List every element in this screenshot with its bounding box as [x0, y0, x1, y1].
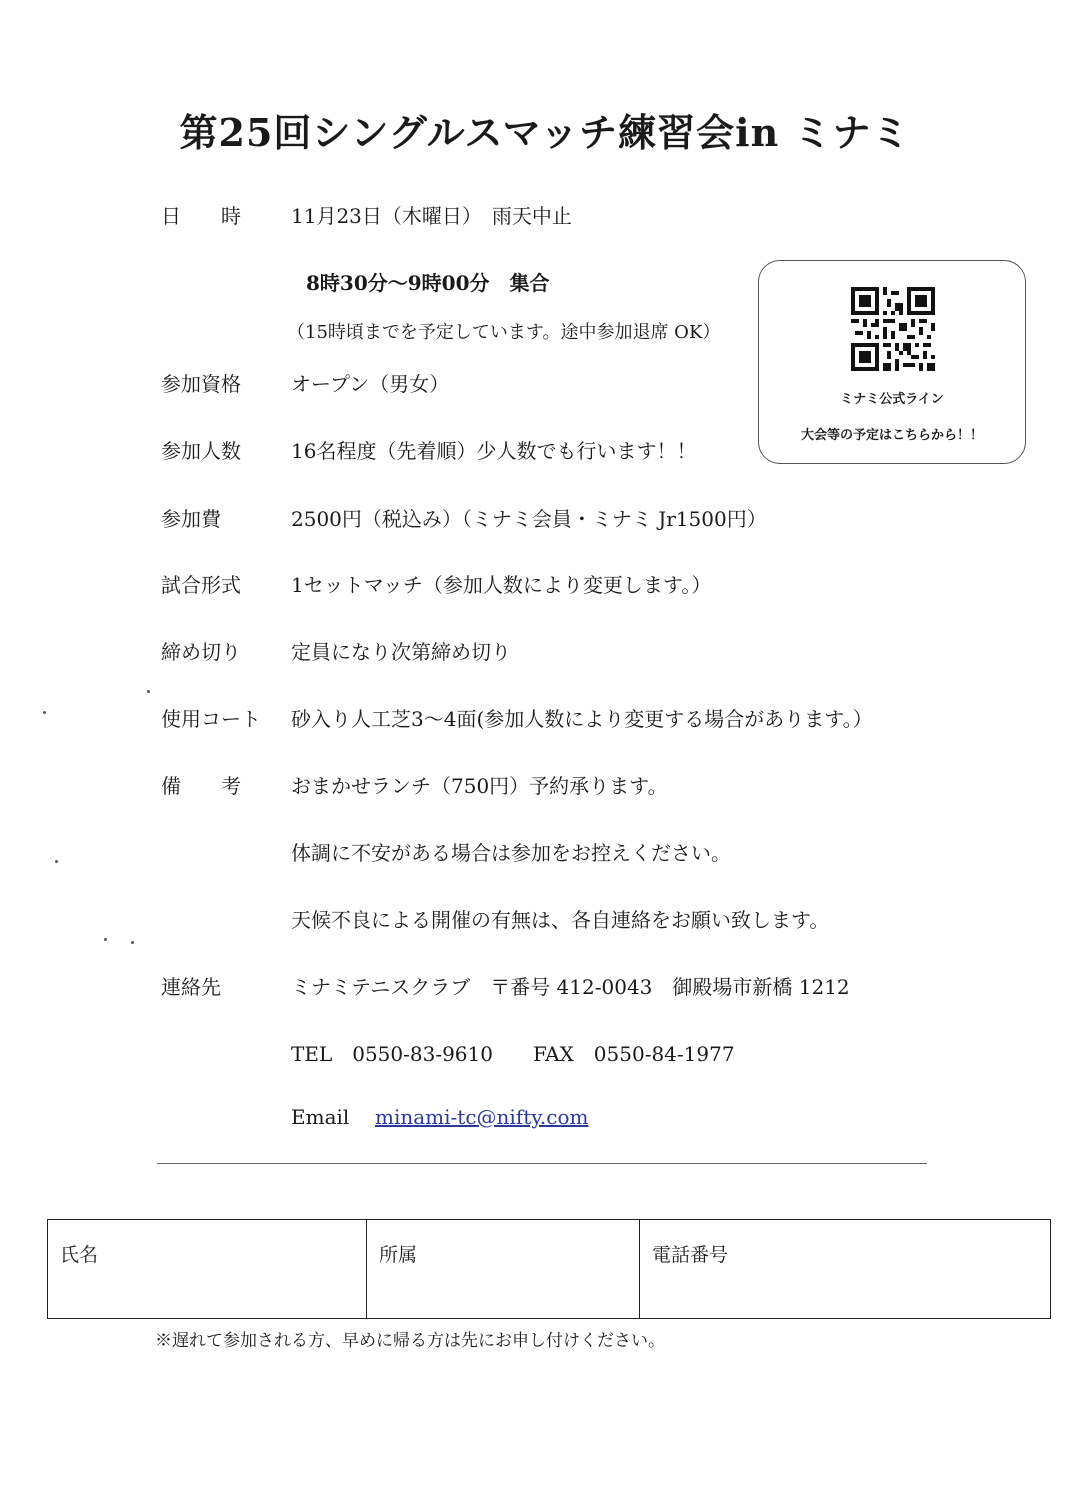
label-fee: 参加費: [161, 507, 221, 531]
footnote: ※遅れて参加される方、早めに帰る方は先にお申し付けください。: [155, 1331, 665, 1351]
name-field-label: 氏名: [60, 1244, 99, 1266]
affiliation-field-label: 所属: [379, 1244, 418, 1266]
value-eligibility: オープン（男女）: [291, 372, 450, 396]
label-eligibility: 参加資格: [161, 372, 241, 396]
label-format: 試合形式: [161, 573, 241, 597]
value-time: 8時30分〜9時00分 集合: [306, 271, 550, 295]
divider-line: [157, 1163, 927, 1164]
email-link[interactable]: minami-tc@nifty.com: [375, 1105, 589, 1129]
value-remarks-weather: 天候不良による開催の有無は、各自連絡をお願い致します。: [291, 908, 830, 932]
value-contact-address: ミナミテニスクラブ 〒番号 412-0043 御殿場市新橋 1212: [291, 975, 850, 999]
affiliation-field[interactable]: [366, 1220, 639, 1318]
value-time-note: （15時頃までを予定しています。途中参加退席 OK）: [287, 322, 721, 343]
qr-caption-line: ミナミ公式ライン: [840, 392, 944, 407]
value-contact-tel-fax: TEL 0550-83-9610 FAX 0550-84-1977: [291, 1042, 735, 1066]
scan-speck: [104, 938, 107, 941]
value-court: 砂入り人工芝3〜4面(参加人数により変更する場合があります。）: [291, 707, 873, 731]
label-deadline: 締め切り: [161, 640, 241, 664]
label-remarks: 備 考: [161, 774, 241, 798]
phone-field[interactable]: [639, 1220, 1050, 1318]
value-deadline: 定員になり次第締め切り: [291, 640, 511, 664]
value-fee: 2500円（税込み）（ミナミ会員・ミナミ Jr1500円）: [291, 507, 767, 531]
page-title: 第25回シングルスマッチ練習会in ミナミ: [179, 110, 911, 155]
scan-speck: [43, 711, 46, 714]
name-field[interactable]: [48, 1220, 366, 1318]
registration-form-table: [47, 1219, 1051, 1319]
scan-speck: [147, 690, 150, 693]
label-participants: 参加人数: [161, 439, 241, 463]
scan-speck: [55, 860, 58, 863]
value-format: 1セットマッチ（参加人数により変更します。）: [291, 573, 712, 597]
value-remarks-lunch: おまかせランチ（750円）予約承ります。: [291, 774, 668, 798]
label-contact: 連絡先: [161, 975, 221, 999]
qr-code-icon[interactable]: [851, 287, 935, 371]
value-remarks-health: 体調に不安がある場合は参加をお控えください。: [291, 841, 731, 865]
label-court: 使用コート: [161, 707, 261, 731]
label-datetime: 日 時: [161, 204, 241, 228]
line-qr-box: [758, 260, 1026, 464]
qr-caption-schedule: 大会等の予定はこちらから！！: [800, 428, 983, 443]
email-label: Email: [291, 1105, 350, 1129]
value-participants: 16名程度（先着順）少人数でも行います！！: [291, 439, 697, 463]
value-datetime: 11月23日（木曜日） 雨天中止: [291, 204, 572, 228]
phone-field-label: 電話番号: [652, 1244, 729, 1266]
scan-speck: [131, 941, 134, 944]
